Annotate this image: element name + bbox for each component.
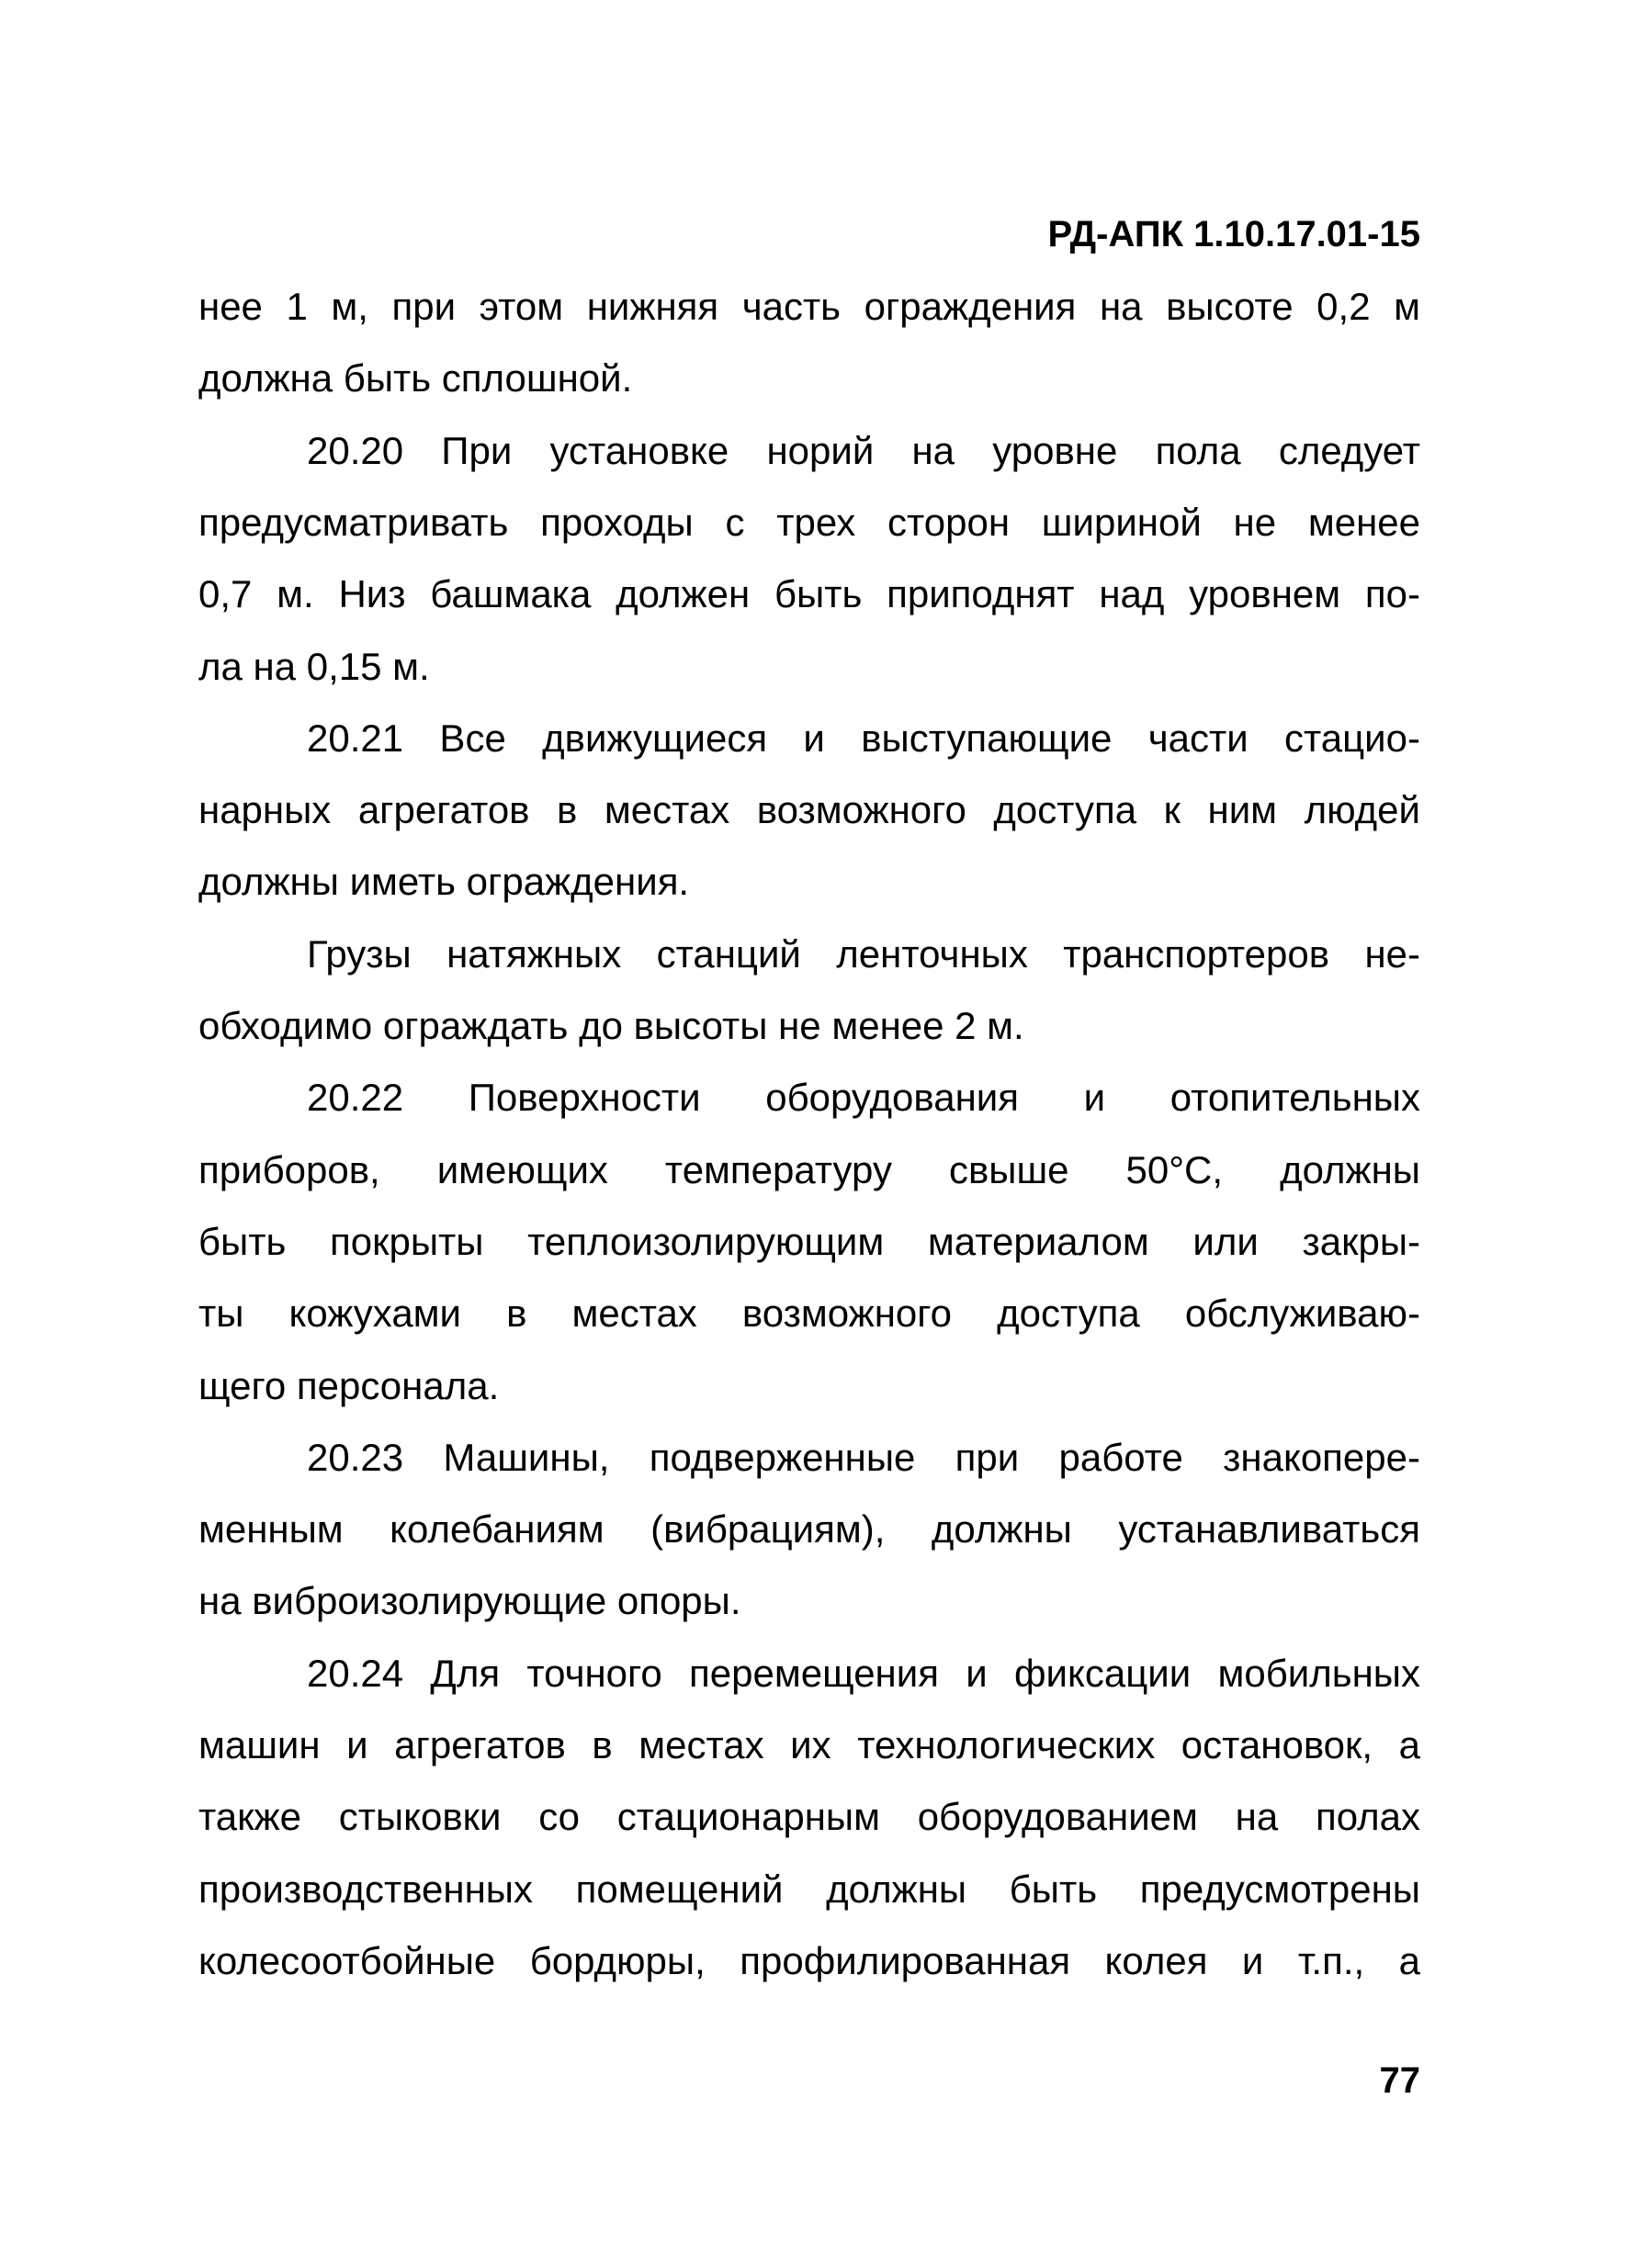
page-number: 77 [1379, 2060, 1420, 2101]
text-line: должны иметь ограждения. [198, 860, 690, 904]
text-line: на виброизолирующие опоры. [198, 1579, 741, 1623]
text-line: 20.22 Поверхности оборудования и отопительных [307, 1076, 1420, 1120]
text-line: быть покрыты теплоизолирующим материалом или закры- [198, 1219, 1420, 1263]
text-line: 20.21 Все движущиеся и выступающие части стацио- [307, 716, 1420, 760]
text-line: также стыковки со стационарным оборудованием на полах [198, 1795, 1420, 1839]
text-line: нее 1 м, при этом нижняя часть ограждения на высоте 0,2 м [198, 285, 1420, 328]
text-line: ты кожухами в местах возможного доступа обслуживаю- [198, 1292, 1420, 1336]
text-line: щего персонала. [198, 1363, 500, 1407]
text-line: предусматривать проходы с трех сторон шириной не менее [198, 500, 1420, 544]
text-line: Грузы натяжных станций ленточных транспортеров не- [307, 931, 1420, 976]
text-line: приборов, имеющих температуру свыше 50°С, должны [198, 1147, 1420, 1191]
text-line: должна быть сплошной. [198, 356, 633, 401]
text-line: 20.20 При установке норий на уровне пола следует [307, 428, 1420, 472]
text-line: колесоотбойные бордюры, профилированная колея и т.п., а [198, 1938, 1420, 1982]
text-line: менным колебаниям (вибрациям), должны устанавливаться [198, 1507, 1420, 1551]
text-line: производственных помещений должны быть предусмотрены [198, 1867, 1420, 1911]
text-line: 0,7 м. Низ башмака должен быть приподнят над уровнем по- [198, 572, 1420, 616]
text-line: 20.23 Машины, подверженные при работе знакопере- [307, 1435, 1420, 1479]
text-line: нарных агрегатов в местах возможного доступа к ним людей [198, 788, 1420, 832]
text-line: ла на 0,15 м. [198, 644, 430, 688]
document-code-header: РД-АПК 1.10.17.01-15 [1047, 214, 1420, 254]
text-line: 20.24 Для точного перемещения и фиксации мобильных [307, 1651, 1420, 1695]
text-line: обходимо ограждать до высоты не менее 2 м. [198, 1004, 1024, 1047]
text-line: машин и агрегатов в местах их технологических остановок, а [198, 1723, 1420, 1766]
